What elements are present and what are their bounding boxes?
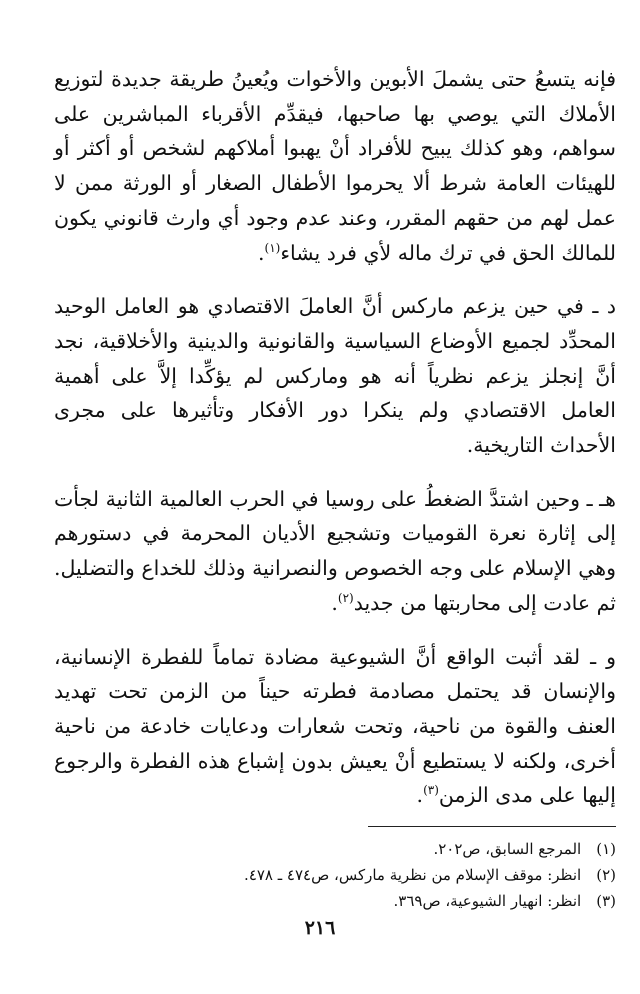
footnote-ref-1[interactable]: (١) <box>264 240 281 255</box>
footnote-3-text: انظر: انهيار الشيوعية، ص٣٦٩. <box>393 892 582 910</box>
paragraph-2 <box>54 289 616 463</box>
paragraph-2-text: د ـ في حين يزعم ماركس أنَّ العاملَ الاقتصادي هو العامل الوحيد المحدِّد لجميع الأوضاع السياسية والقانونية والدينية والأخلاقية، نجد أنَّ إنجلز يزعم نظرياً أنه هو وماركس لم يؤكِّدا إلاَّ على أهمية العامل الاقتصادي ولم ينكرا دور الأفكار وتأثيرها على مجرى الأحداث التاريخية. <box>54 294 616 458</box>
paragraph-4: و ـ لقد أثبت الواقع أنَّ الشيوعية مضادة تماماً للفطرة الإنسانية، والإنسان قد يحتمل مصادمة فطرته حيناً من الزمن تحت تهديد العنف والقوة من ناحية، وتحت شعارات ودعايات خادعة من ناحية أخرى، ولكنه لا يستطيع أنْ يعيش بدون إشباع هذه الفطرة والرجوع إليها على مدى الزمن$^{(٣)}$. <box>54 644 616 808</box>
paragraph-1-text: فإنه يتسعُ حتى يشملَ الأبوين والأخوات ويُعينُ طريقة جديدة لتوزيع الأملاك التي يوصي بها صاحبها، فيقدِّم الأقرباء المباشرين على سواهم، وهو كذلك يبيح للأفراد أنْ يهبوا أملاكهم لشخص أو أكثر أو للهيئات العامة شرط ألا يحرموا الأطفال الصغار أو الورثة ممن لا عمل لهم من حقهم المقرر، وعند عدم وجود أي وارث قانوني يكون للمالك الحق في ترك ماله لأي فرد يشاء <box>54 67 616 265</box>
footnote-2 <box>216 862 616 888</box>
paragraph-3: هـ ـ وحين اشتدَّ الضغطُ على روسيا في الحرب العالمية الثانية لجأت إلى إثارة نعرة القوميات وتشجيع الأديان المحرمة في دستورهم وهي الإسلام على وجه الخصوص والنصرانية وذلك للخداع والتضليل. ثم عادت إلى محاربتها من جديد$^{(٢)}$. <box>54 486 616 615</box>
footnote-1 <box>216 836 616 862</box>
footnotes <box>216 836 616 914</box>
page-body <box>54 60 616 832</box>
paragraph-1: فإنه يتسعُ حتى يشملَ الأبوين والأخوات ويُعينُ طريقة جديدة لتوزيع الأملاك التي يوصي بها صاحبها، فيقدِّم الأقرباء المباشرين على سواهم، وهو كذلك يبيح للأفراد أنْ يهبوا أملاكهم لشخص أو أكثر أو للهيئات العامة شرط ألا يحرموا الأطفال الصغار أو الورثة ممن لا عمل لهم من حقهم المقرر، وعند عدم وجود أي وارث قانوني يكون للمالك الحق في ترك ماله لأي فرد يشاء$^{(١)}$. <box>54 67 616 265</box>
footnote-ref-2[interactable]: (٢) <box>337 591 354 606</box>
paragraph-4-text: و ـ لقد أثبت الواقع أنَّ الشيوعية مضادة تماماً للفطرة الإنسانية، والإنسان قد يحتمل مصادمة فطرته حيناً من الزمن تحت تهديد العنف والقوة من ناحية، وتحت شعارات ودعايات خادعة من ناحية أخرى، ولكنه لا يستطيع أنْ يعيش بدون إشباع هذه الفطرة والرجوع إليها على مدى الزمن <box>54 644 616 808</box>
footnote-1-text: المرجع السابق، ص٢٠٢. <box>433 840 582 858</box>
page-number: ٢١٦ <box>304 917 336 939</box>
footnote-2-number: (٢) <box>596 866 616 884</box>
paragraph-3-text: هـ ـ وحين اشتدَّ الضغطُ على روسيا في الحرب العالمية الثانية لجأت إلى إثارة نعرة القوميات وتشجيع الأديان المحرمة في دستورهم وهي الإسلام على وجه الخصوص والنصرانية وذلك للخداع والتضليل. ثم عادت إلى محاربتها من جديد <box>54 486 616 615</box>
footnote-ref-3[interactable]: (٣) <box>423 783 439 798</box>
footnote-1-number: (١) <box>596 840 616 858</box>
footnote-2-text: انظر: موقف الإسلام من نظرية ماركس، ص٤٧٤ ـ ٤٧٨. <box>244 866 582 884</box>
footnote-divider <box>368 826 616 827</box>
footnote-3-number: (٣) <box>596 892 616 910</box>
footnote-3 <box>216 888 616 914</box>
